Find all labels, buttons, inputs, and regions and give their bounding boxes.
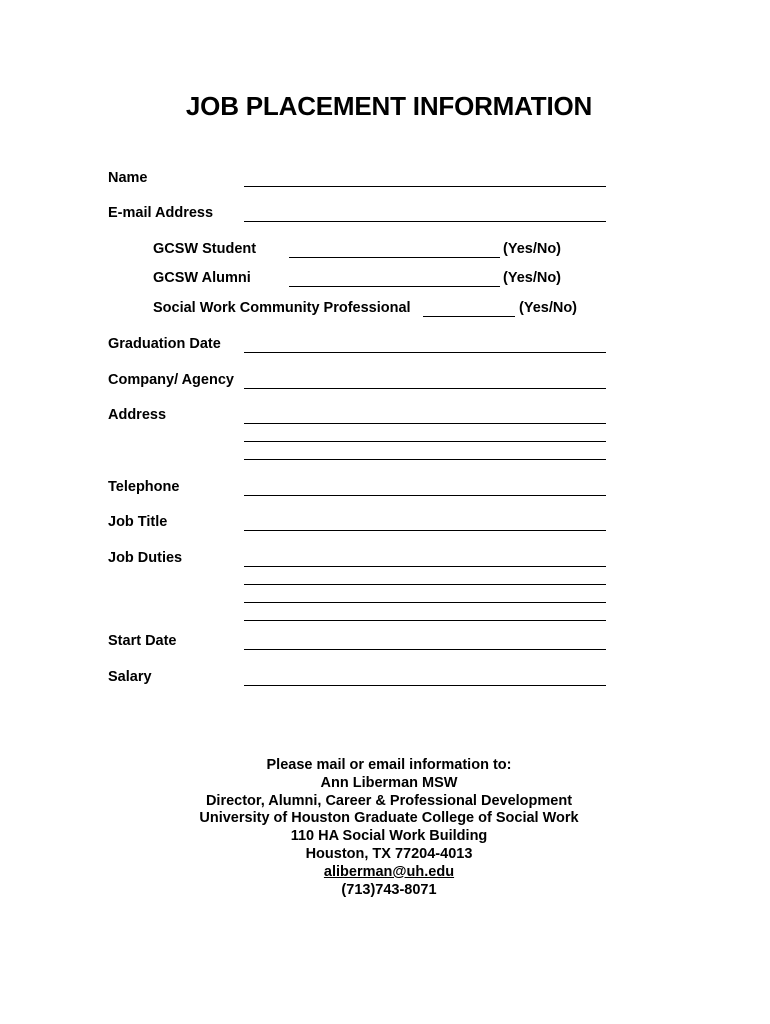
gcsw-alumni-field[interactable] [289,286,500,287]
address-field-line-3[interactable] [244,459,606,460]
address-label: Address [108,407,167,423]
gcsw-alumni-yes-no: (Yes/No) [503,270,562,286]
community-professional-field[interactable] [423,316,515,317]
gcsw-student-label: GCSW Student [153,241,257,257]
job-duties-field-line-4[interactable] [244,620,606,621]
graduation-date-field[interactable] [244,352,606,353]
address-field-line-2[interactable] [244,441,606,442]
contact-instructions: Please mail or email information to: [266,757,512,773]
community-professional-yes-no: (Yes/No) [519,300,578,316]
start-date-field[interactable] [244,649,606,650]
salary-label: Salary [108,669,152,685]
contact-name: Ann Liberman MSW [320,774,458,791]
gcsw-student-field[interactable] [289,257,500,258]
gcsw-alumni-label: GCSW Alumni [153,270,251,286]
contact-building: 110 HA Social Work Building [290,828,488,845]
company-agency-label: Company/ Agency [108,372,234,388]
community-professional-label: Social Work Community Professional [153,300,411,316]
contact-city: Houston, TX 77204-4013 [305,845,473,862]
job-duties-label: Job Duties [108,550,183,566]
company-agency-field[interactable] [244,388,606,389]
contact-email-link[interactable]: aliberman@uh.edu [323,863,455,880]
job-duties-field-line-2[interactable] [244,584,606,585]
email-label: E-mail Address [108,205,214,221]
page-title: JOB PLACEMENT INFORMATION [185,91,593,121]
gcsw-student-yes-no: (Yes/No) [503,241,562,257]
name-label: Name [108,170,148,186]
salary-field[interactable] [244,685,606,686]
telephone-label: Telephone [108,479,180,495]
email-field[interactable] [244,221,606,222]
start-date-label: Start Date [108,633,177,649]
contact-organization: University of Houston Graduate College of Social Work [199,810,579,827]
address-field-line-1[interactable] [244,423,606,424]
name-field[interactable] [244,186,606,187]
contact-block [0,757,770,899]
job-duties-field-line-1[interactable] [244,566,606,567]
job-duties-field-line-3[interactable] [244,602,606,603]
graduation-date-label: Graduation Date [108,336,221,352]
contact-title: Director, Alumni, Career & Professional Development [205,792,573,809]
job-title-field[interactable] [244,530,606,531]
job-title-label: Job Title [108,514,168,530]
contact-phone: (713)743-8071 [341,881,437,898]
telephone-field[interactable] [244,495,606,496]
